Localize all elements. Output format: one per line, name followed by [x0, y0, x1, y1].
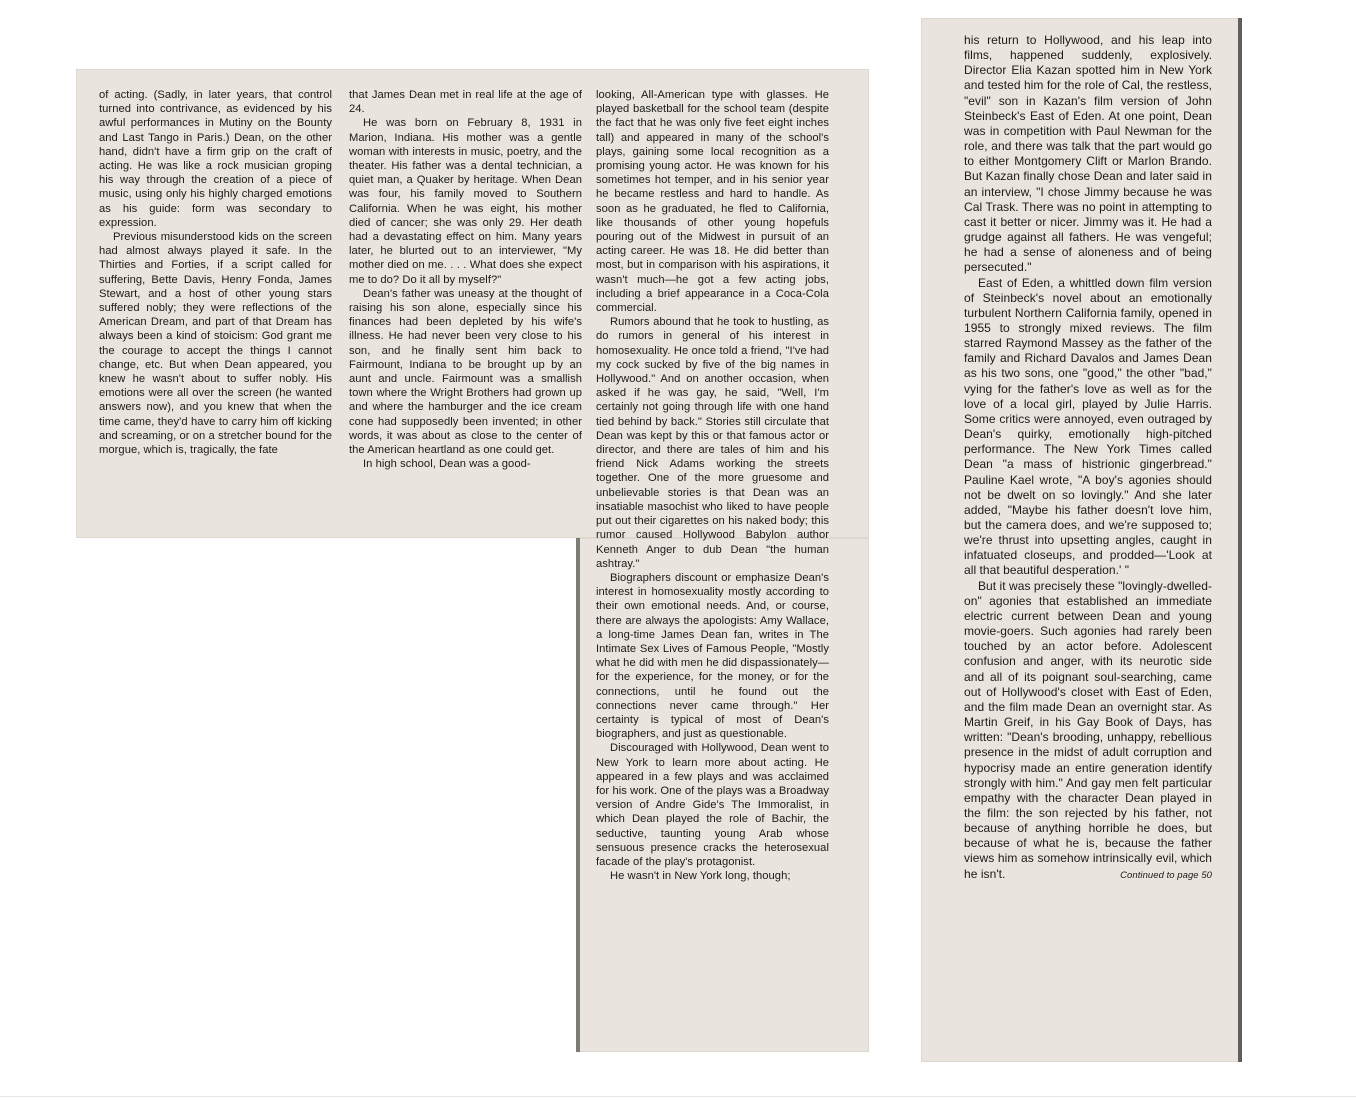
paragraph: He was born on February 8, 1931 in Marion, Indiana. His mother was a gentle woman with interests in music, poetry, and the theater. His father was a dental technician, a quiet man, a Quaker by heritage. When Dean was four, his family moved to Southern California. When he was eight, his mother died of cancer; she was only 29. Her death had a devastating effect on him. Many years later, he blurted out to an interviewer, "My mother died on me. . . . What does she expect me to do? Do it all by myself?" [349, 117, 582, 286]
paragraph: In high school, Dean was a good- [363, 458, 531, 471]
paragraph: Biographers discount or emphasize Dean's interest in homosexuality mostly according to their own emotional needs. And, or course, there are always the apologists: Amy Wallace, a long-time James Dean fan, writes in The Intimate Sex Lives of Famous People, "Mostly what he did with men he did dispassionately—for the experience, for the money, or for the connections, until he found out the connections never came through." Her certainty is typical of most of Dean's biographers, and just as questionable. [596, 571, 829, 741]
paragraph: But it was precisely these "lovingly-dwelled-on" agonies that established an immediate electric current between Dean and young movie-goers. Such agonies had rarely been touched by an actor before. Adolescent confusion and anger, with its neurotic side and all of its poignant soul-searching, came out of Hollywood's closet with East of Eden, and the film made Dean an overnight star. As Martin Greif, in his Gay Book of Days, has written: "Dean's brooding, unhappy, rebellious presence in the midst of adult corruption and hypocrisy made an entire generation identify strongly with him." And gay men felt particular empathy with the character Dean played in the film: the son rejected by his father, not because of anything horrible he does, but because of what he is, because the father views him as somehow intrinsically evil, which he isn't. [964, 578, 1212, 881]
continued-note: Continued to page 50 [1120, 869, 1212, 881]
text-column-2 [349, 88, 582, 471]
text-column-4 [964, 33, 1212, 883]
paragraph: He wasn't in New York long, though; [610, 870, 791, 883]
paragraph: looking, All-American type with glasses. He played basketball for the school team (despite the fact that he was only five feet eight inches tall) and appeared in many of the school's plays, gaining some local recognition as a promising young actor. He was known for his sometimes hot temper, and in his senior year he became restless and hard to handle. As soon as he graduated, he fled to California, like thousands of other young hopefuls pouring out of the Midwest in pursuit of an acting career. He was 18. He did better than most, but in comparison with his aspirations, it wasn't much—he got a few acting jobs, including a brief appearance in a Coca-Cola commercial. [596, 89, 829, 315]
paragraph: Previous misunderstood kids on the screen had almost always played it safe. In the Thirties and Forties, if a script called for suffering, Bette Davis, Henry Fonda, James Stewart, and a host of other young stars suffered nobly; they were reflections of the American Dream, and part of that Dream has always been a kind of stoicism: God grant me the courage to accept the things I cannot change, etc. But when Dean appeared, you knew he wasn't about to suffer nobly. His emotions were all over the screen (he wanted answers now), and you knew that when the time came, they'd have to carry him off kicking and screaming, or on a stretcher bound for the morgue, which is, tragically, the fate [99, 231, 332, 457]
paragraph: Rumors abound that he took to hustling, as do rumors in general of his interest in homosexuality. He once told a friend, "I've had my cock sucked by five of the big names in Hollywood." And on another occasion, when asked if he was gay, he said, "Well, I'm certainly not going through life with one hand tied behind by back." Stories still circulate that Dean was kept by this or that famous actor or director, and there are tales of him and his friend Nick Adams working the streets together. One of the more gruesome and unbelievable stories is that Dean was an insatiable masochist who liked to have people put out their cigarettes on his naked body; this rumor caused Hollywood Babylon author Kenneth Anger to dub Dean "the human ashtray." [596, 316, 829, 570]
scan-shadow-edge-right [1238, 18, 1242, 1062]
paragraph: his return to Hollywood, and his leap into films, happened suddenly, explosively. Director Elia Kazan spotted him in New York and tested him for the role of Cal, the restless, "evil" son in Kazan's film version of John Steinbeck's East of Eden. At one point, Dean was in competition with Paul Newman for the role, and there was talk that the part would go to either Montgomery Clift or Marlon Brando. But Kazan finally chose Dean and later said in an interview, "I chose Jimmy because he was Cal Trask. There was no point in attempting to cast it better or nicer. Jimmy was it. He had a grudge against all fathers. He was vengeful; he had a sense of aloneness and of being persecuted." [964, 33, 1212, 275]
paragraph: Dean's father was uneasy at the thought of raising his son alone, especially since his finances had been depleted by his wife's illness. He had never been very close to his son, and he finally sent him back to Fairmount, Indiana to be brought up by an aunt and uncle. Fairmount was a smallish town where the Wright Brothers had grown up and where the hamburger and the ice cream cone had supposedly been invented; in other words, it was about as close to the center of the American heartland as one could get. [349, 287, 582, 457]
paragraph: Discouraged with Hollywood, Dean went to New York to learn more about acting. He appeared in a few plays and was acclaimed for his work. One of the plays was a Broadway version of Andre Gide's The Immoralist, in which Dean played the role of Bachir, the seductive, taunting young Arab whose sensuous presence cracks the heterosexual facade of the play's protagonist. [596, 742, 829, 868]
text-column-3 [596, 88, 829, 883]
scan-shadow-edge [576, 538, 580, 1052]
paragraph: that James Dean met in real life at the age of 24. [349, 89, 582, 116]
text-column-1 [99, 88, 332, 457]
paragraph: of acting. (Sadly, in later years, that control turned into contrivance, as evidenced by his awful performances in Mutiny on the Bounty and Last Tango in Paris.) Dean, on the other hand, didn't have a firm grip on the craft of acting. He was like a rock musician groping his way through the creation of a piece of music, using only his highly charged emotions as his guide: form was secondary to expression. [99, 89, 332, 229]
paragraph: East of Eden, a whittled down film version of Steinbeck's novel about an emotionally turbulent Northern California family, opened in 1955 to strongly mixed reviews. The film starred Raymond Massey as the father of the family and Richard Davalos and James Dean as his two sons, one "good," the other "bad," vying for the father's love as well as for the love of a local girl, played by Julie Harris. Some critics were annoyed, even outraged by Dean's quirky, emotionally high-pitched performance. The New York Times called Dean "a mass of histrionic gingerbread." Pauline Kael wrote, "A boy's agonies should not be dwelt on so lovingly." And she later added, "Maybe his father doesn't love him, but the camera does, and we're supposed to; we're thrust into upsetting angles, caught in infatuated closeups, and prodded—'Look at all that beautiful desperation.' " [964, 275, 1212, 578]
page-bottom-divider [0, 1096, 1356, 1097]
